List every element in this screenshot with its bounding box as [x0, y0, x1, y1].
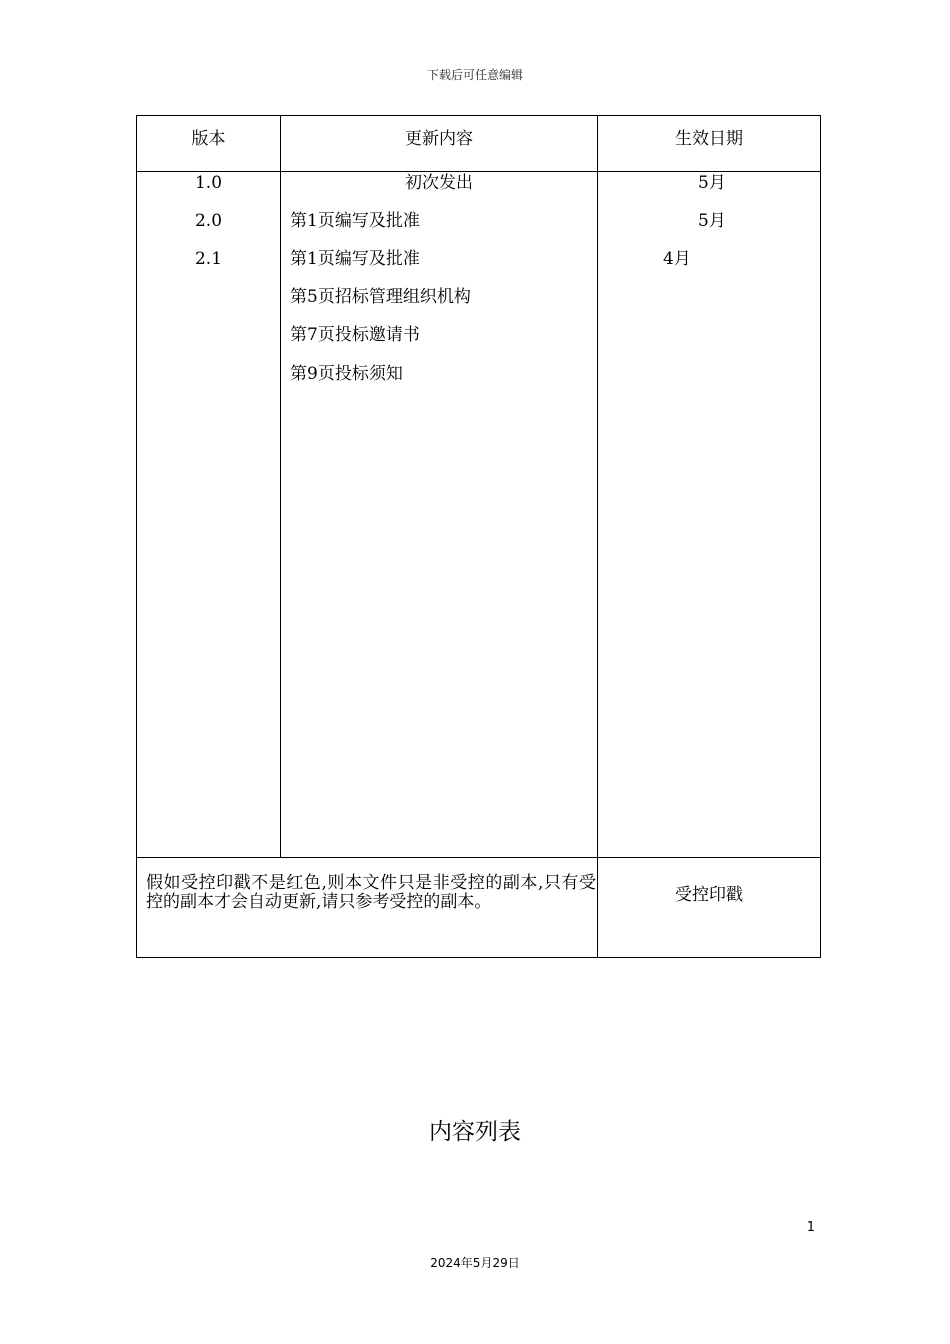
content-cell: 第1页编写及批准	[290, 211, 420, 231]
content-cell: 第5页招标管理组织机构	[290, 287, 471, 307]
date-cell: 5月	[698, 211, 726, 231]
content-cell: 第9页投标须知	[290, 364, 403, 384]
revision-table	[136, 115, 821, 958]
column-header-date: 生效日期	[675, 129, 743, 149]
column-divider	[597, 116, 598, 957]
footer-date: 2024年5月29日	[430, 1256, 520, 1270]
stamp-label: 受控印戳	[675, 885, 743, 905]
column-divider	[280, 116, 281, 857]
content-cell: 第1页编写及批准	[290, 249, 420, 269]
column-header-content: 更新内容	[405, 129, 473, 149]
version-cell: 2.1	[194, 249, 223, 269]
column-header-version: 版本	[191, 129, 226, 149]
page-header: 下载后可任意编辑	[426, 68, 523, 82]
page-number: 1	[806, 1220, 815, 1235]
date-cell: 4月	[663, 249, 691, 269]
content-cell: 第7页投标邀请书	[290, 325, 420, 345]
date-cell: 5月	[698, 173, 726, 193]
header-row-divider	[137, 171, 820, 172]
section-title: 内容列表	[429, 1119, 521, 1145]
footer-row-divider	[137, 857, 820, 858]
version-cell: 2.0	[194, 211, 223, 231]
content-cell: 初次发出	[405, 173, 473, 193]
version-cell: 1.0	[194, 173, 223, 193]
disclaimer-text: 假如受控印戳不是红色,则本文件只是非受控的副本,只有受控的副本才会自动更新,请只参考受控的副本。	[146, 873, 596, 912]
